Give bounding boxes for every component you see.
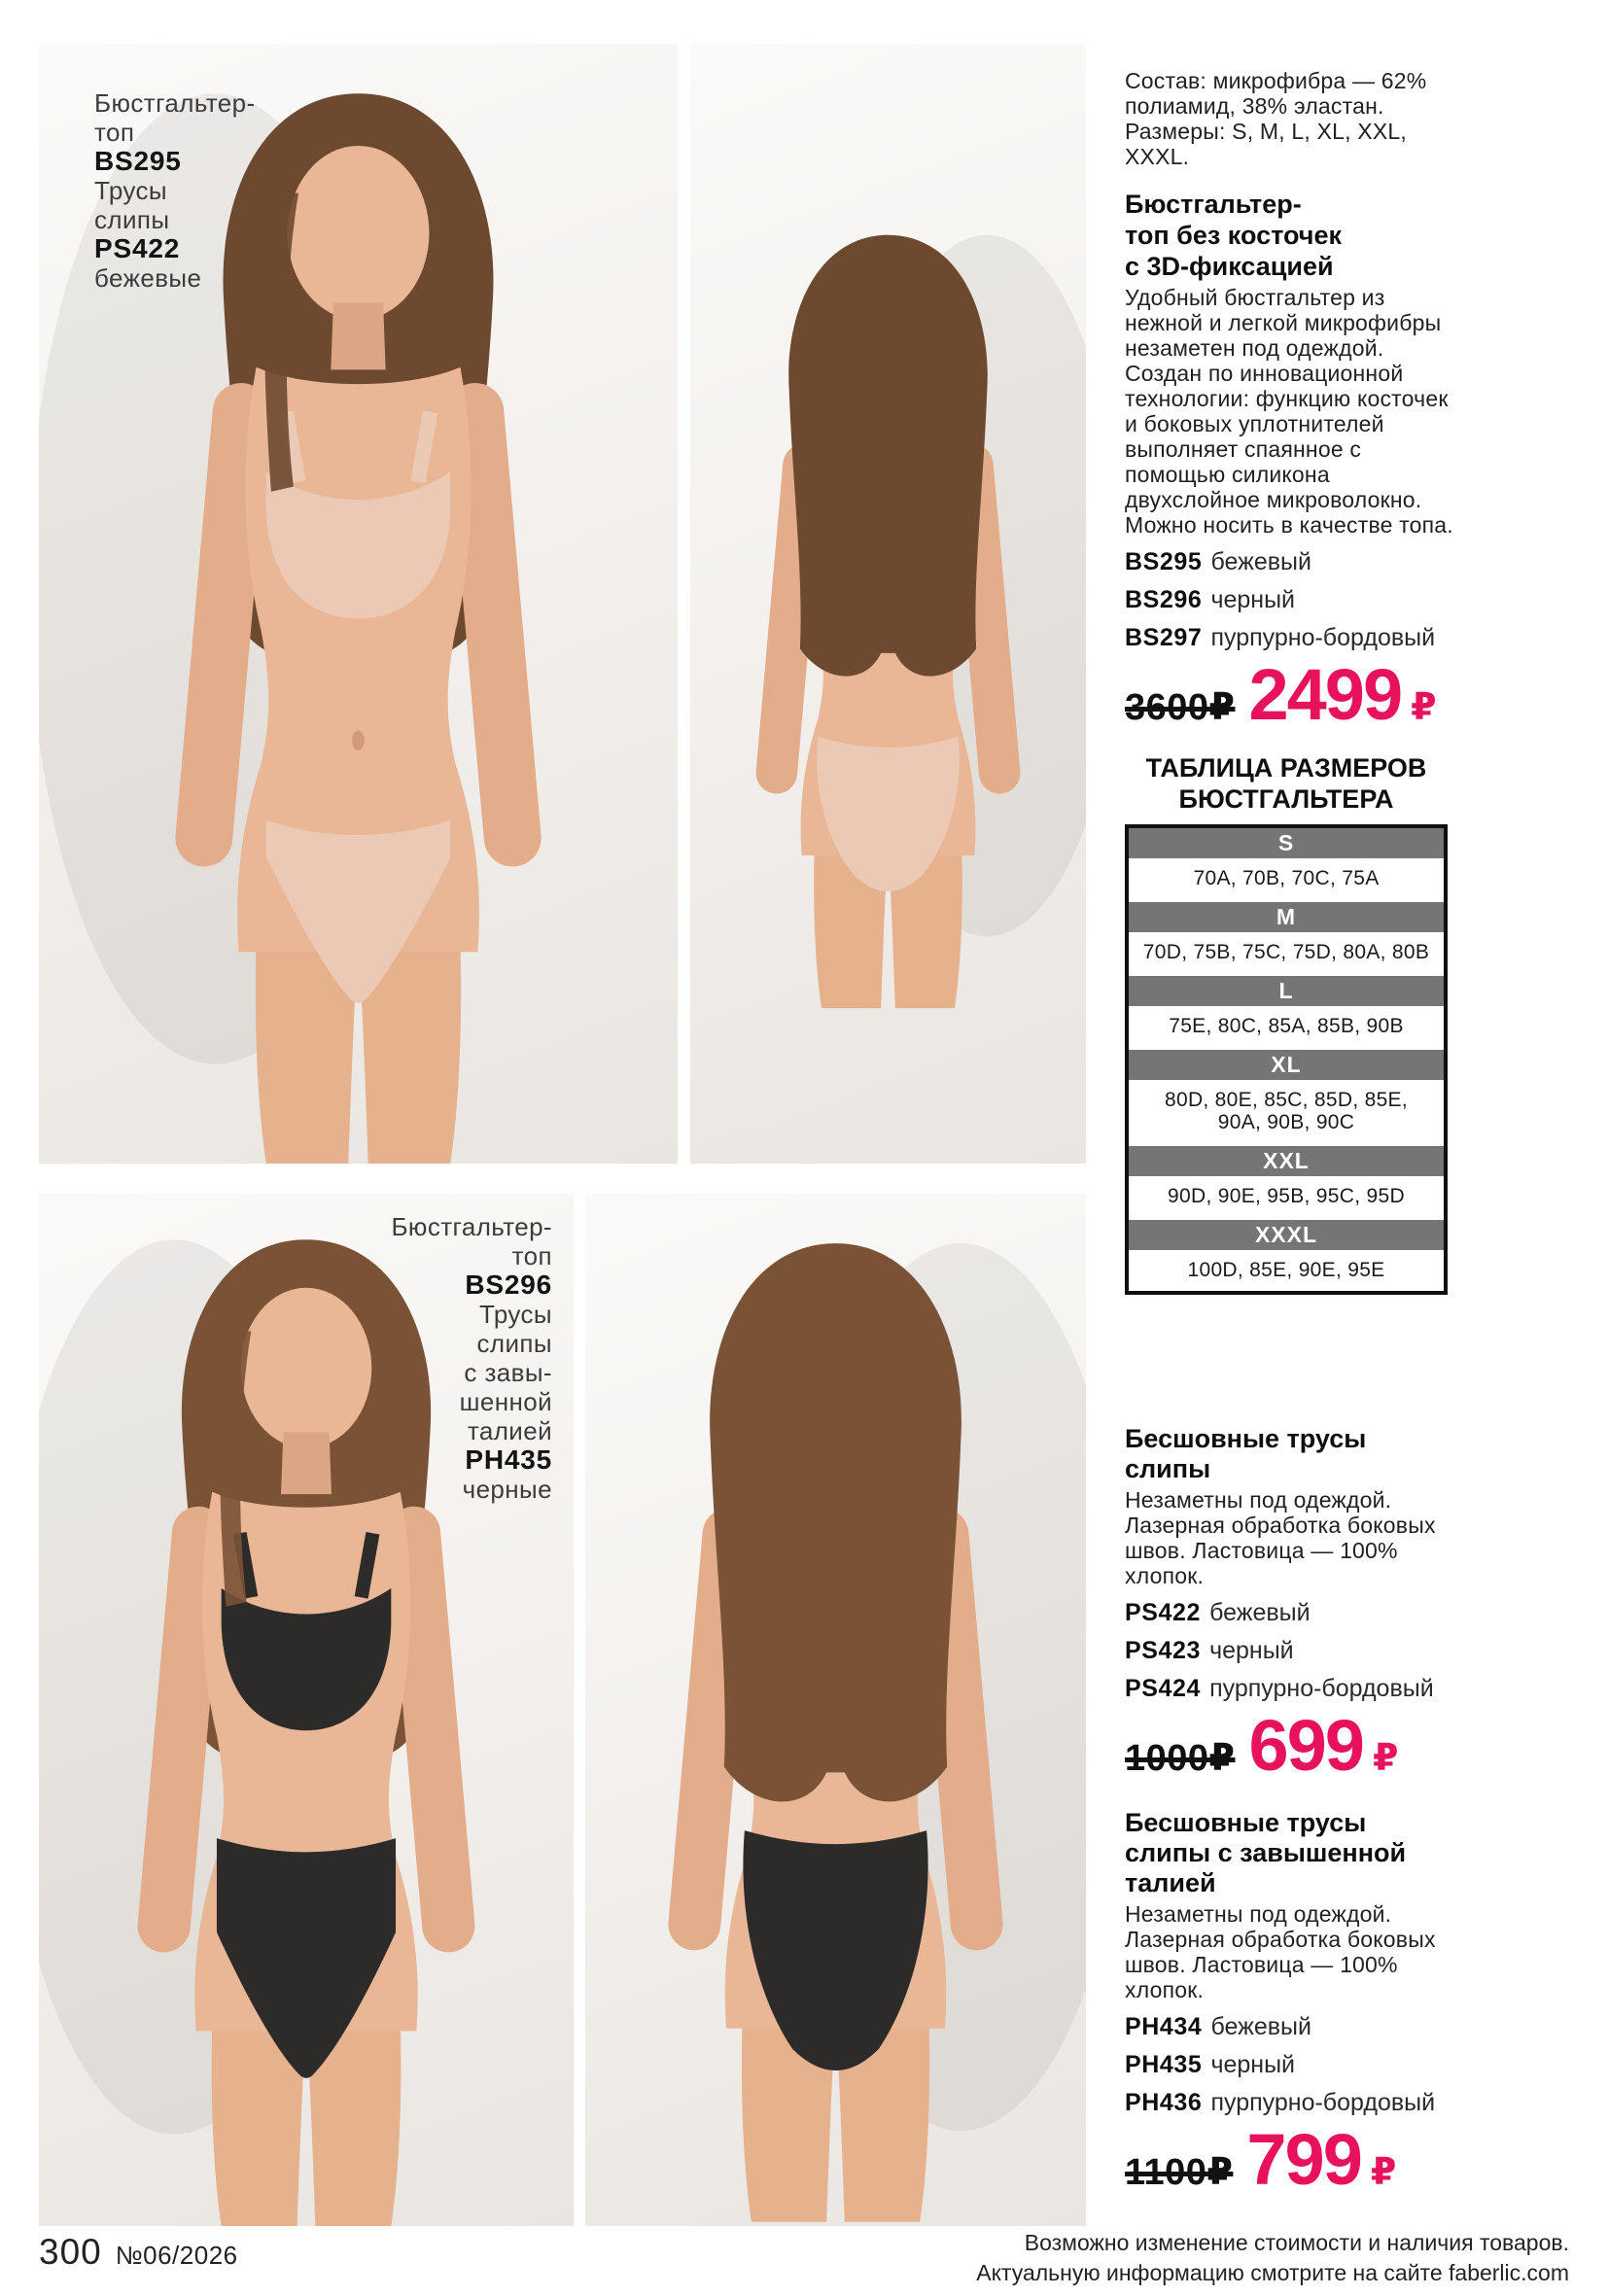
sku-list-bra: [1125, 548, 1572, 651]
sku-color: пурпурно-бордовый: [1209, 1675, 1434, 1702]
sku-row: [1125, 586, 1467, 613]
neck-shape: [331, 302, 385, 369]
ruble-sign: ₽: [1411, 687, 1437, 728]
sku-row: [1125, 2013, 1467, 2040]
size-table-values-xl: 80D, 80E, 85C, 85D, 85E, 90A, 90B, 90C: [1164, 1089, 1408, 1133]
label-line: слипы: [94, 205, 170, 234]
info-column: [1125, 68, 1572, 2245]
sku-row: [1125, 1675, 1467, 1702]
label-line: топ: [94, 118, 135, 147]
new-price: 699: [1248, 1705, 1363, 1786]
sku-code: BS297: [1125, 624, 1203, 651]
sku-list-briefs-high: [1125, 2013, 1572, 2116]
sku-row: [1125, 1599, 1467, 1626]
sku-color: бежевый: [1209, 1599, 1311, 1626]
old-price-value: 1100: [1125, 2152, 1207, 2193]
sku-color: черный: [1209, 1637, 1294, 1664]
sku-code: BS295: [1125, 548, 1203, 575]
hair-shape: [788, 235, 988, 677]
title-line: Бюстгальтер-: [1125, 190, 1302, 219]
size-table-header-s: S: [1129, 828, 1444, 858]
title-line: слипы с завышенной: [1125, 1838, 1407, 1867]
photo-black-set-front: [39, 1194, 574, 2226]
model-figure-back-beige: [690, 44, 1086, 1164]
section-bra-top: [1125, 68, 1572, 1295]
title-line: ТАБЛИЦА РАЗМЕРОВ: [1145, 753, 1427, 783]
sku-color: пурпурно-бордовый: [1210, 624, 1436, 651]
title-line: Бесшовные трусы: [1125, 1424, 1367, 1453]
old-price-value: 3600: [1125, 687, 1209, 728]
label-sku-bs296: BS296: [465, 1270, 552, 1300]
ruble-sign: ₽: [1372, 1738, 1399, 1779]
title-line: талией: [1125, 1868, 1216, 1897]
sku-row: [1125, 2051, 1467, 2078]
product-desc-briefs: Незаметны под одеждой. Лазерная обработка боковых швов. Ластовица — 100% хлопок.: [1125, 1487, 1436, 1588]
sku-color: бежевый: [1210, 2013, 1311, 2040]
label-line: шенной: [459, 1387, 552, 1416]
product-title-briefs: [1125, 1424, 1572, 1484]
new-price: 2499: [1248, 654, 1402, 735]
footer-notice: [976, 2228, 1569, 2288]
old-price: [1125, 685, 1236, 729]
sku-code: PS423: [1125, 1637, 1202, 1664]
title-line: с 3D-фиксацией: [1125, 252, 1334, 281]
product-title-bra: [1125, 189, 1572, 282]
sku-code: BS296: [1125, 586, 1203, 613]
photo-black-set-back: [585, 1194, 1086, 2226]
price-briefs-high: [1125, 2119, 1572, 2200]
face-shape: [241, 1288, 372, 1448]
sku-code: PH435: [1125, 2051, 1203, 2078]
sku-color: черный: [1210, 2051, 1296, 2078]
label-line: черные: [462, 1475, 552, 1504]
title-line: слипы: [1125, 1454, 1211, 1483]
size-table-values-xxxl: 100D, 85E, 90E, 95E: [1187, 1259, 1385, 1281]
product-desc-bra: Удобный бюстгальтер из нежной и легкой микрофибры незаметен под одеждой. Создан по инновационной технологии: функцию косточек и боковых уплотнителей выполняет спаянное с помощью силикона двухслойное микроволокно. Можно носить в качестве топа.: [1125, 285, 1453, 538]
old-price-value: 1000: [1125, 1738, 1209, 1779]
ruble-sign: ₽: [1208, 687, 1236, 728]
product-desc-briefs-high: Незаметны под одеждой. Лазерная обработка боковых швов. Ластовица — 100% хлопок.: [1125, 1901, 1436, 2002]
page-number: 300: [39, 2232, 102, 2272]
footer-notice-line: Возможно изменение стоимости и наличия товаров.: [1024, 2230, 1569, 2255]
sku-code: PH436: [1125, 2089, 1203, 2116]
label-line: Трусы: [94, 176, 167, 205]
old-price: [1125, 2150, 1233, 2194]
neck-shape: [281, 1432, 332, 1494]
sku-color: пурпурно-бордовый: [1210, 2089, 1436, 2116]
size-table-header-l: L: [1129, 976, 1444, 1006]
photo-beige-set-back: [690, 44, 1086, 1164]
size-table-header-m: M: [1129, 902, 1444, 932]
sku-color: черный: [1210, 586, 1296, 613]
sku-color: бежевый: [1210, 548, 1311, 575]
product-title-briefs-high: [1125, 1808, 1572, 1898]
size-table-values-l: 75E, 80C, 85A, 85B, 90B: [1169, 1015, 1404, 1037]
footer-notice-line: Актуальную информацию смотрите на сайте faberlic.com: [976, 2260, 1569, 2285]
sku-row: [1125, 548, 1467, 575]
price-briefs: [1125, 1705, 1572, 1786]
size-table-header-xxl: XXL: [1129, 1146, 1444, 1176]
label-sku-ph435: PH435: [465, 1444, 552, 1475]
section-briefs: [1125, 1424, 1572, 1786]
label-line: Трусы: [479, 1300, 552, 1329]
label-sku-bs295: BS295: [94, 146, 182, 176]
size-table-values-xxl: 90D, 90E, 95B, 95C, 95D: [1168, 1185, 1405, 1207]
face-shape: [288, 146, 430, 320]
label-line: талией: [467, 1416, 552, 1445]
composition-text: Состав: микрофибра — 62% полиамид, 38% эластан. Размеры: S, M, L, XL, XXL, XXXL.: [1125, 68, 1427, 169]
bra-size-table: [1125, 824, 1448, 1295]
title-line: топ без косточек: [1125, 221, 1342, 250]
photo-beige-set-front: [39, 44, 678, 1164]
sku-row: [1125, 2089, 1467, 2116]
sku-row: [1125, 1637, 1467, 1664]
price-bra: [1125, 654, 1572, 735]
label-line: бежевые: [94, 263, 202, 293]
label-sku-ps422: PS422: [94, 233, 181, 263]
size-table-header-xl: XL: [1129, 1050, 1444, 1080]
new-price: 799: [1246, 2119, 1361, 2200]
sku-code: PS422: [1125, 1599, 1202, 1626]
product-label-black-set: [391, 1212, 552, 1504]
section-briefs-high-waist: [1125, 1808, 1572, 2200]
label-line: топ: [511, 1241, 552, 1270]
sku-list-briefs: [1125, 1599, 1572, 1702]
size-table-values-m: 70D, 75B, 75C, 75D, 80A, 80B: [1142, 941, 1430, 963]
navel: [352, 731, 365, 750]
footer-page-info: [39, 2232, 238, 2273]
size-table-values-s: 70A, 70B, 70C, 75A: [1193, 867, 1380, 889]
label-line: слипы: [476, 1329, 552, 1358]
size-table-title: [1125, 752, 1448, 815]
sku-row: [1125, 624, 1467, 651]
hair-shape: [710, 1243, 961, 1801]
catalog-issue: №06/2026: [115, 2241, 238, 2270]
ruble-sign: ₽: [1208, 1738, 1236, 1779]
label-line: Бюстгальтер-: [94, 88, 256, 118]
ruble-sign: ₽: [1206, 2152, 1234, 2193]
ruble-sign: ₽: [1370, 2152, 1397, 2193]
sku-code: PS424: [1125, 1675, 1202, 1702]
sku-code: PH434: [1125, 2013, 1203, 2040]
title-line: Бесшовные трусы: [1125, 1808, 1367, 1837]
label-line: Бюстгальтер-: [391, 1212, 552, 1241]
title-line: БЮСТГАЛЬТЕРА: [1178, 784, 1394, 814]
model-figure-back-black: [585, 1194, 1086, 2226]
label-line: с завы-: [464, 1358, 552, 1387]
product-label-beige-set: [94, 88, 256, 293]
size-table-header-xxxl: XXXL: [1129, 1220, 1444, 1250]
old-price: [1125, 1736, 1236, 1780]
